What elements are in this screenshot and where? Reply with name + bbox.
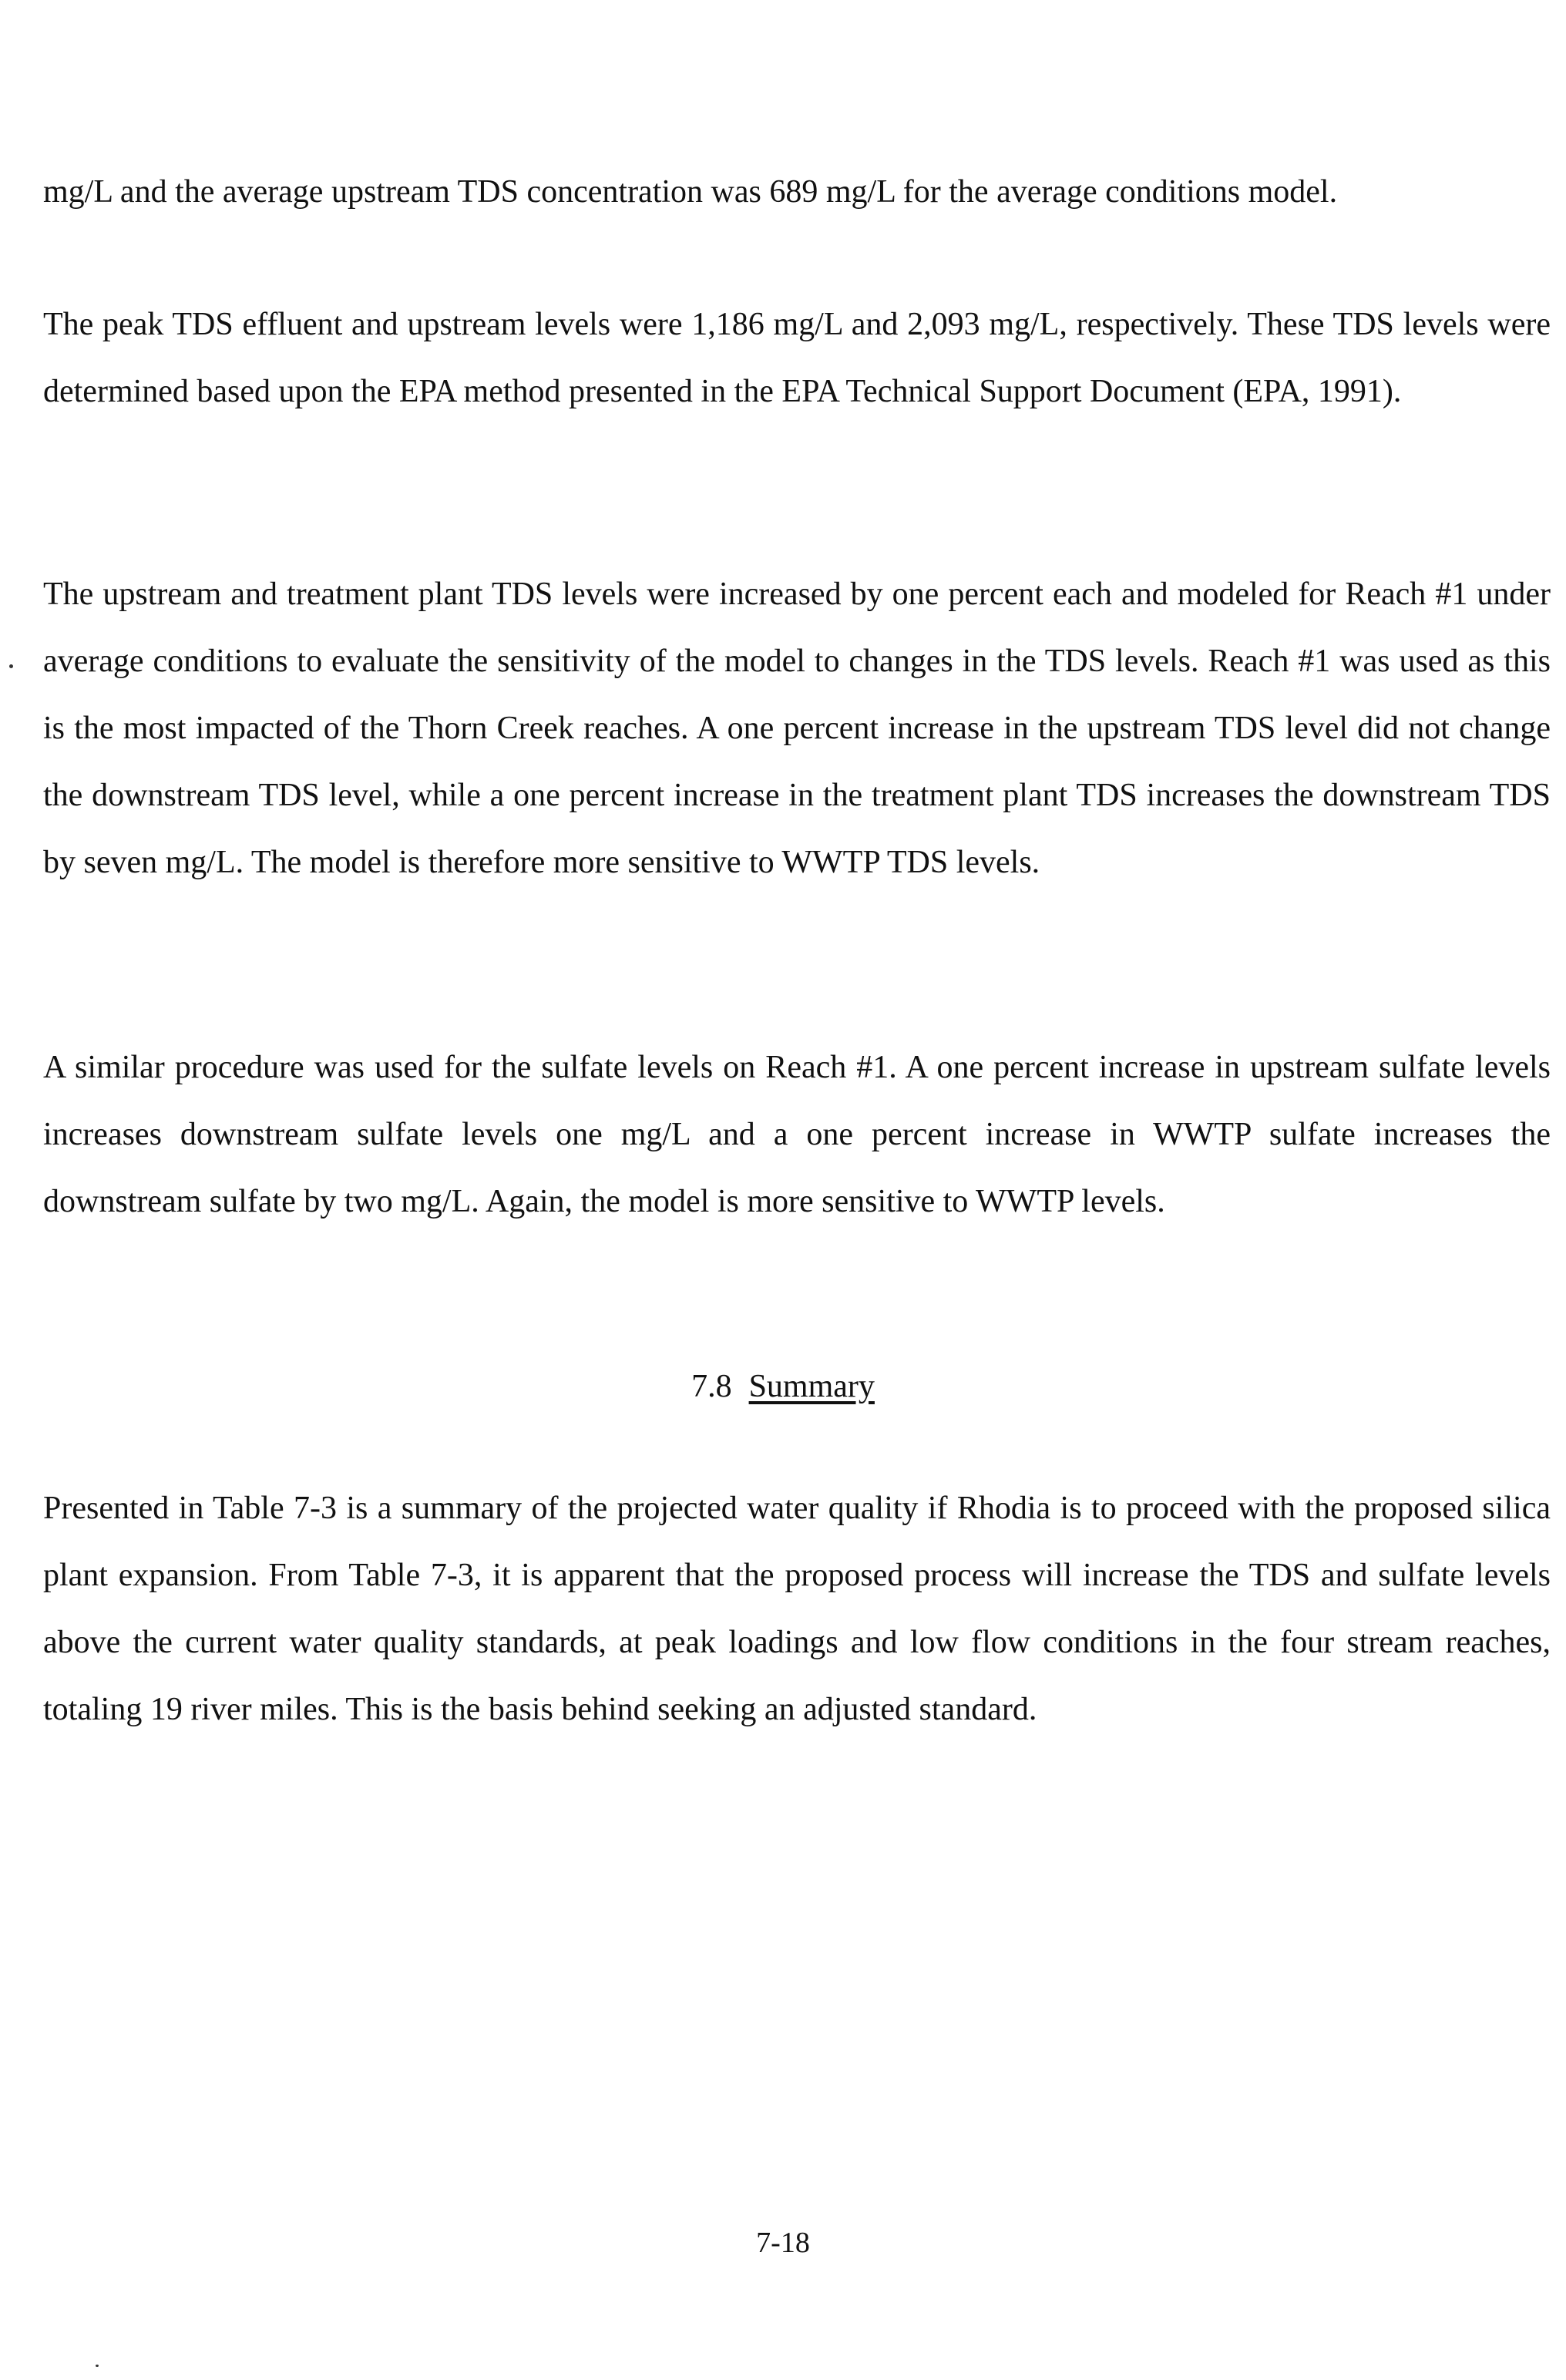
page-number: 7-18 [756, 2227, 810, 2259]
scan-speck-left [9, 664, 13, 668]
paragraph-summary: Presented in Table 7-3 is a summary of the projected water quality if Rhodia is to proceed with the proposed silica plant expansion. From Table 7-3, it is apparent that the proposed process will increase the TDS and sulfate levels above the current water quality standards, at peak loadings and low flow conditions in the four stream reaches, totaling 19 river miles. This is the basis behind seeking an adjusted standard. [43, 1491, 1551, 1727]
paragraph-tds-peak: The peak TDS effluent and upstream levels were 1,186 mg/L and 2,093 mg/L, respectively. These TDS levels were determined based upon the EPA method presented in the EPA Technical Support Document (EPA, 1991). [43, 307, 1551, 409]
paragraph-tds-sensitivity: The upstream and treatment plant TDS levels were increased by one percent each and modeled for Reach #1 under average conditions to evaluate the sensitivity of the model to changes in the TDS levels. Reach #1 was used as this is the most impacted of the Thorn Creek reaches. A one percent increase in the upstream TDS level did not change the downstream TDS level, while a one percent increase in the treatment plant TDS increases the downstream TDS by seven mg/L. The model is therefore more sensitive to WWTP TDS levels. [43, 577, 1551, 880]
section-heading [0, 1353, 1566, 1420]
scan-speck-bottom [96, 2365, 99, 2367]
section-title: Summary [748, 1369, 875, 1404]
section-number: 7.8 [691, 1369, 732, 1404]
paragraph-tds-average: mg/L and the average upstream TDS concentration was 689 mg/L for the average conditions model. [43, 174, 1338, 210]
paragraph-sulfate-sensitivity: A similar procedure was used for the sulfate levels on Reach #1. A one percent increase in upstream sulfate levels increases downstream sulfate levels one mg/L and a one percent increase in WWTP sulfate increases the downstream sulfate by two mg/L. Again, the model is more sensitive to WWTP levels. [43, 1050, 1551, 1219]
